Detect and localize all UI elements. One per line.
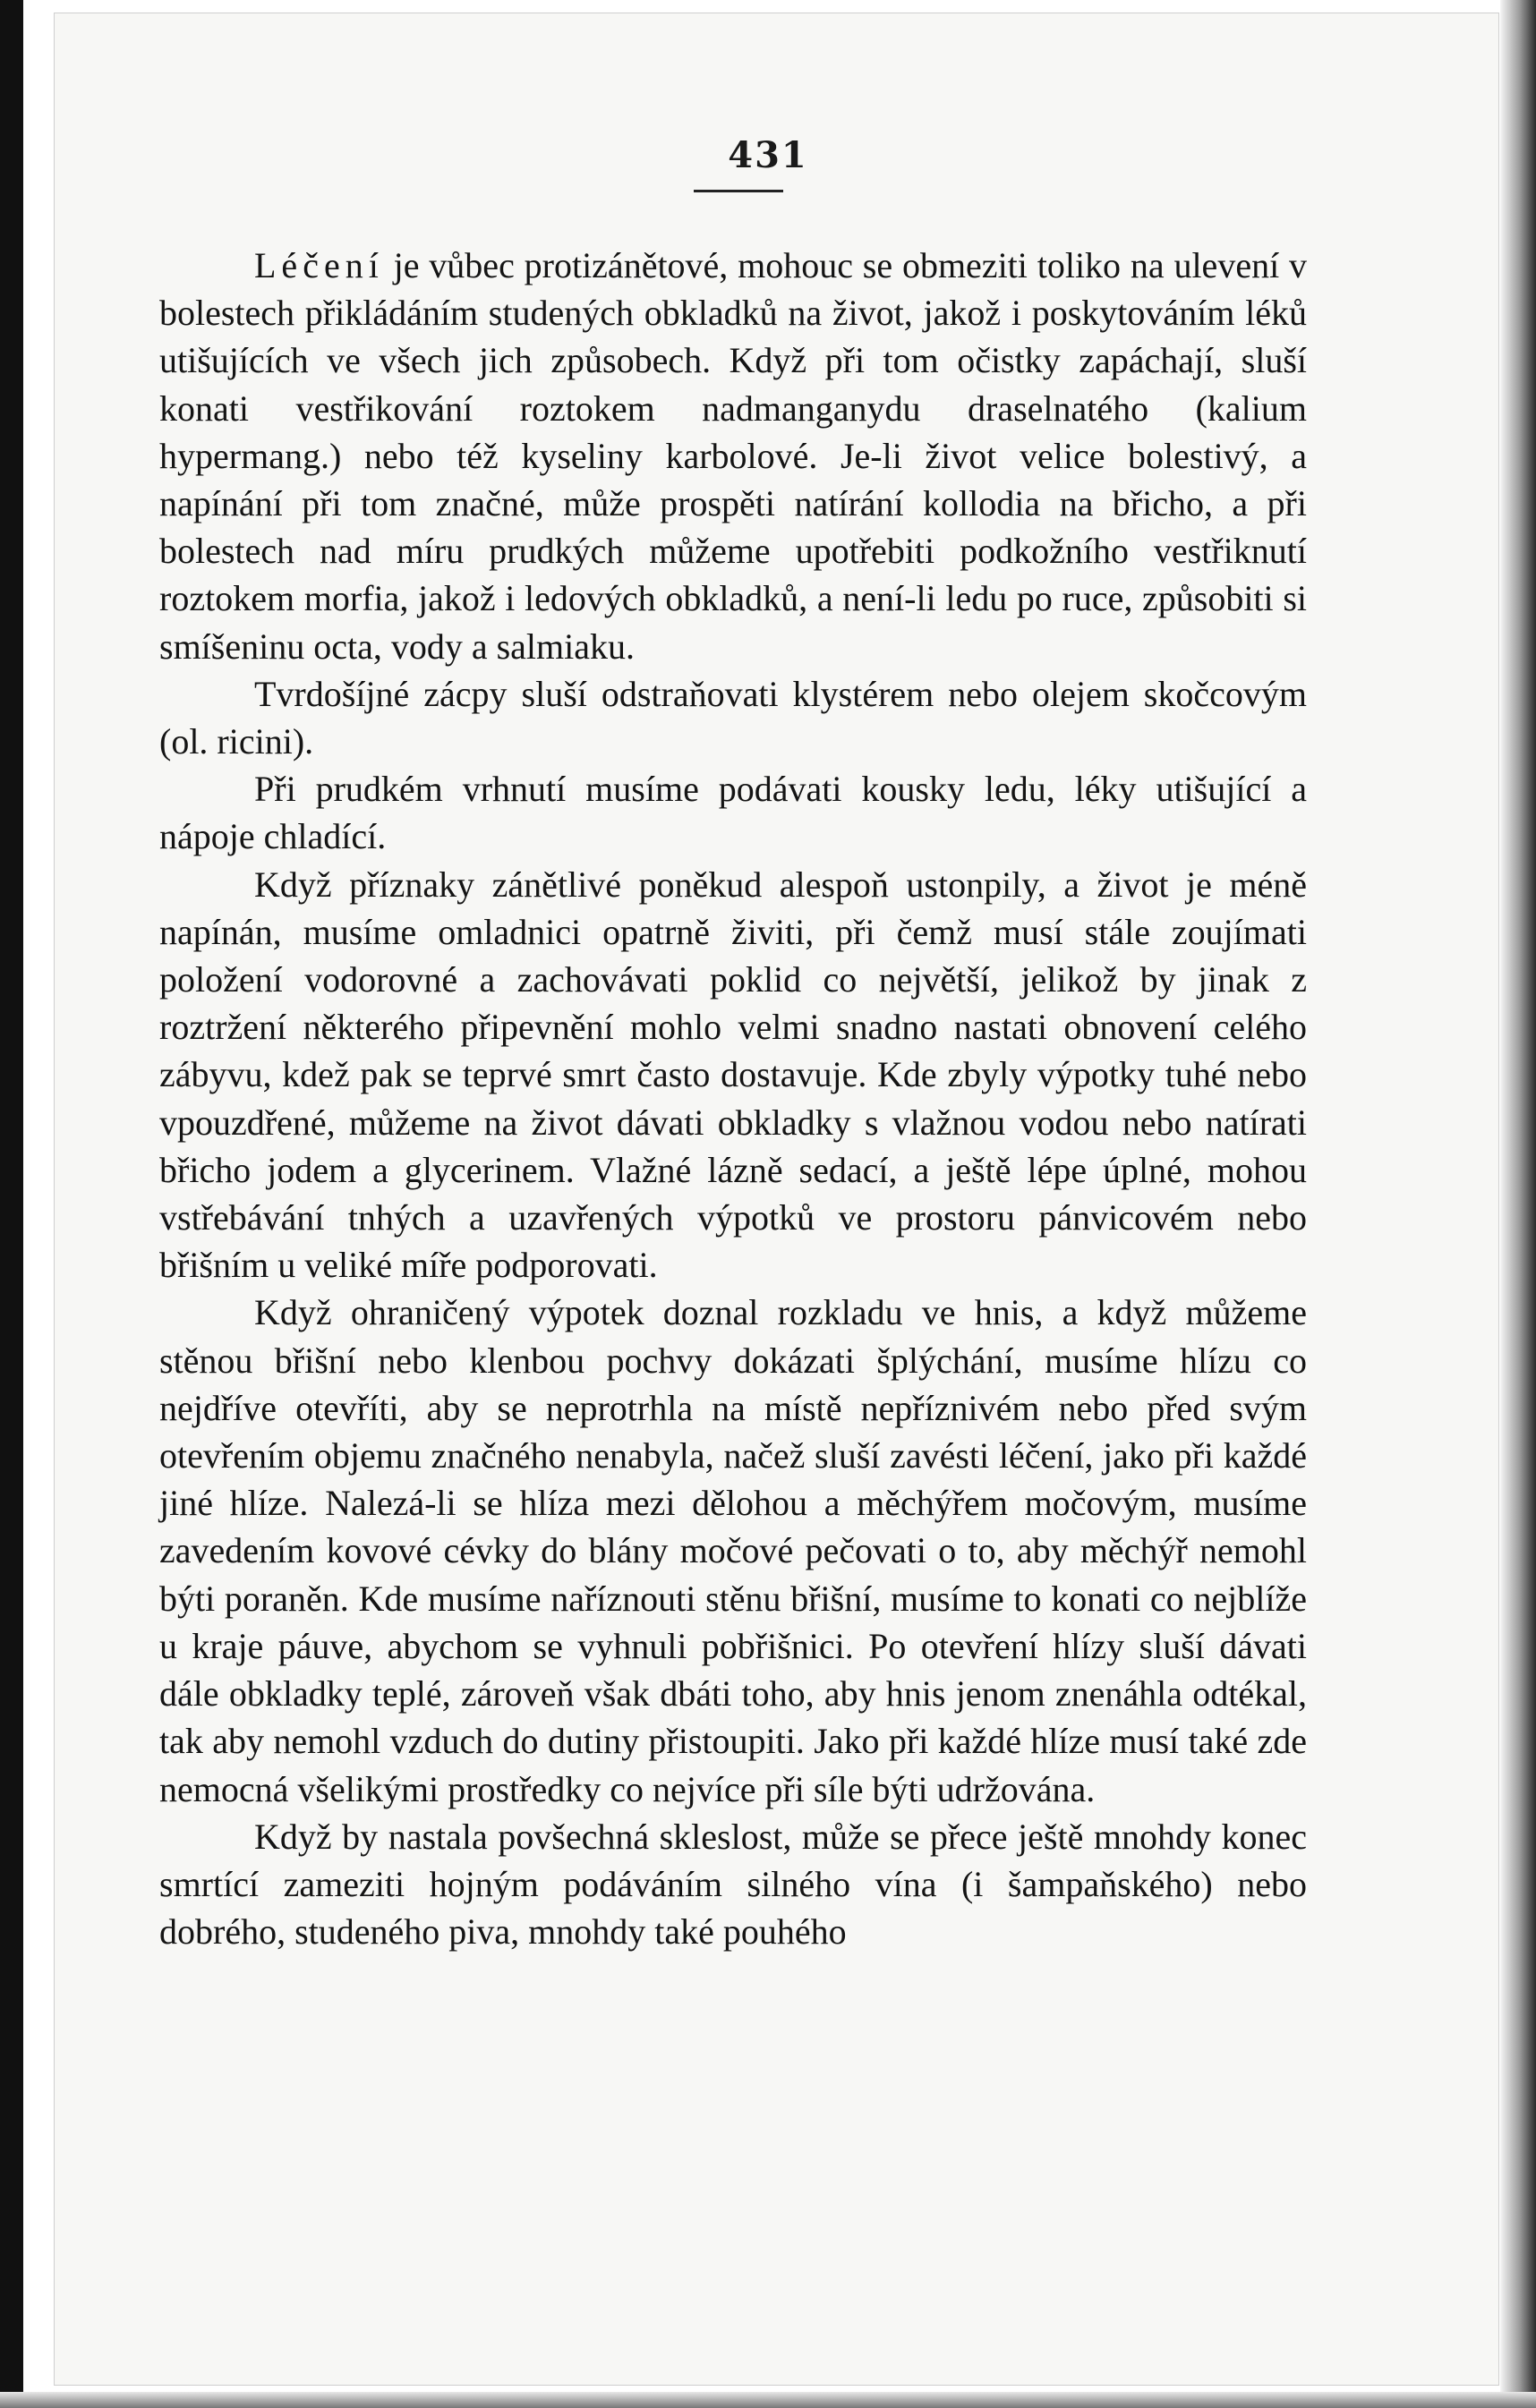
paragraph-4: Když příznaky zánětlivé poněkud alespoň ustonpily, a život je méně napínán, musíme omladnici opatrně živiti, při čemž musí stále zoujímati položení vodorovné a zachovávati poklid co největší, jelikož by jinak z roztržení některého připevnění mohlo velmi snadno nastati obnovení celého zábyvu, kdež pak se teprvé smrt často dostavuje. Kde zbyly výpotky tuhé nebo vpouzdřené, můžeme na život dávati obkladky s vlažnou vodou nebo natírati břicho jodem a glycerinem. Vlažné lázně sedací, a ještě lépe úplné, mohou vstřebávání tnhých a uzavřených výpotků ve prostoru pánvicovém nebo břišním u veliké míře podporovati. (159, 864, 1307, 1286)
paragraph-1 (159, 242, 1307, 670)
paragraph-1-lead-word: Léčení (254, 245, 384, 285)
paragraph-6: Když by nastala povšechná skleslost, může se přece ještě mnohdy konec smrtící zameziti hojným podáváním silného vína (i šampaňského) nebo dobrého, studeného piva, mnohdy také pouhého (159, 1816, 1307, 1953)
page-number-underline (694, 190, 783, 192)
paragraph-2: Tvrdošíjné zácpy sluší odstraňovati klystérem nebo olejem skočcovým (ol. ricini). (159, 673, 1307, 762)
paragraph-1-text: je vůbec protizánětové, mohouc se obmeziti toliko na ulevení v bolestech přikládáním studených obkladků na život, jakož i poskytováním léků utišujících ve všech jich způsobech. Když při tom očistky zapáchají, sluší konati vestřikování roztokem nadmanganydu draselnatého (kalium hypermang.) nebo též kyseliny karbolové. Je-li život velice bolestivý, a napínání při tom značné, může prospěti natírání kollodia na břicho, a při bolestech nad míru prudkých můžeme upotřebiti podkožního vestřiknutí roztokem morfia, jakož i ledových obkladků, a není-li ledu po ruce, způsobiti si smíšeninu octa, vody a salmiaku. (159, 245, 1307, 667)
scan-right-border (1500, 0, 1536, 2408)
scan-bottom-border (0, 2392, 1536, 2408)
scan-left-border (0, 0, 23, 2408)
paragraph-5: Když ohraničený výpotek doznal rozkladu ve hnis, a když můžeme stěnou břišní nebo klenbou pochvy dokázati šplýchání, musíme hlízu co nejdříve otevříti, aby se neprotrhla na místě nepříznivém nebo před svým otevřením objemu značného nenabyla, načež sluší zavésti léčení, jako při každé jiné hlíze. Nalezá-li se hlíza mezi dělohou a měchýřem močovým, musíme zavedením kovové cévky do blány močové pečovati o to, aby měchýř nemohl býti poraněn. Kde musíme naříznouti stěnu břišní, musíme to konati co nejblíže u kraje páuve, abychom se vyhnuli pobřišnici. Po otevření hlízy sluší dávati dále obkladky teplé, zároveň však dbáti toho, aby hnis jenom znenáhla odtékal, tak aby nemohl vzduch do dutiny přistoupiti. Jako při každé hlíze musí také zde nemocná všelikými prostředky co nejvíce při síle býti udržována. (159, 1292, 1307, 1809)
page-number: 431 (728, 134, 808, 176)
body-text (159, 242, 1307, 1955)
paragraph-3: Při prudkém vrhnutí musíme podávati kousky ledu, léky utišující a nápoje chladící. (159, 769, 1307, 857)
